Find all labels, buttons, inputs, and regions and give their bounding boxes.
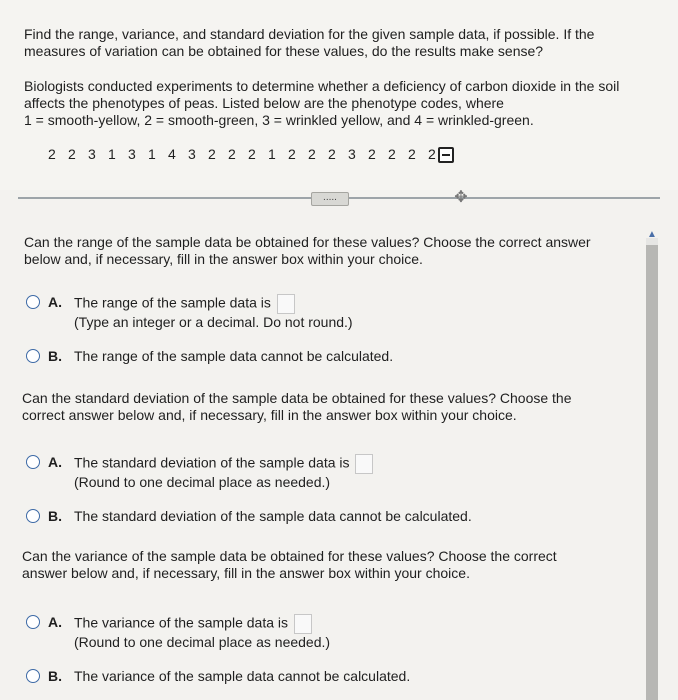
option-letter: B. [48,508,62,524]
code-value: 1 [268,146,276,162]
option-text: The variance of the sample data cannot be calculated. [74,668,411,684]
code-value: 3 [348,146,356,162]
range-option-a[interactable] [26,294,353,331]
option-text: The range of the sample data is [74,294,271,311]
code-value: 2 [388,146,396,162]
radio-button[interactable] [26,509,40,523]
code-value: 3 [128,146,136,162]
variance-question [22,548,557,582]
stdev-answer-box[interactable] [355,454,373,474]
variance-option-a[interactable] [26,614,330,651]
option-text: The standard deviation of the sample data cannot be calculated. [74,508,472,524]
option-body [74,294,353,331]
code-value: 2 [368,146,376,162]
question-line: answer below and, if necessary, fill in the answer box within your choice. [22,565,470,581]
option-text: The range of the sample data cannot be calculated. [74,348,394,364]
option-hint: (Round to one decimal place as needed.) [74,474,331,490]
code-value: 4 [168,146,176,162]
option-letter: A. [48,294,62,310]
question-line: Can the range of the sample data be obtained for these values? Choose the correct answer [24,234,591,250]
stdev-option-a[interactable] [26,454,373,491]
code-value: 2 [228,146,236,162]
range-answer-box[interactable] [277,294,295,314]
question-line: Can the standard deviation of the sample data be obtained for these values? Choose the [22,390,572,406]
problem-header [0,0,678,190]
radio-button[interactable] [26,295,40,309]
range-option-b[interactable] [26,348,393,365]
code-value: 2 [328,146,336,162]
variance-option-b[interactable] [26,668,410,685]
option-text: The variance of the sample data is [74,614,289,631]
code-value: 2 [288,146,296,162]
question-line: below and, if necessary, fill in the answer box within your choice. [24,251,423,267]
code-value: 1 [148,146,156,162]
code-value: 2 [208,146,216,162]
context-line: 1 = smooth-yellow, 2 = smooth-green, 3 = wrinkled yellow, and 4 = wrinkled-green. [24,112,534,128]
question-line: correct answer below and, if necessary, fill in the answer box within your choice. [22,407,517,423]
copy-data-icon[interactable] [438,147,454,163]
option-letter: A. [48,614,62,630]
instructions-line: Find the range, variance, and standard deviation for the given sample data, if possible. If the [24,26,595,42]
stdev-option-b[interactable] [26,508,472,525]
phenotype-codes [48,146,454,162]
instructions [24,26,654,60]
radio-button[interactable] [26,669,40,683]
instructions-line: measures of variation can be obtained for these values, do the results make sense? [24,43,544,59]
code-value: 2 [308,146,316,162]
option-body [74,454,373,491]
expand-more-button[interactable]: ..... [311,192,349,206]
question-line: Can the variance of the sample data be obtained for these values? Choose the correct [22,548,557,564]
code-value: 3 [88,146,96,162]
option-text: The standard deviation of the sample data is [74,454,350,471]
code-value: 2 [408,146,416,162]
code-value: 3 [188,146,196,162]
variance-answer-box[interactable] [294,614,312,634]
scrollbar-thumb[interactable] [646,245,658,700]
range-question [24,234,591,268]
option-letter: B. [48,348,62,364]
code-value: 2 [48,146,56,162]
option-letter: B. [48,668,62,684]
option-letter: A. [48,454,62,470]
option-body [74,614,330,651]
radio-button[interactable] [26,455,40,469]
context-line: Biologists conducted experiments to determine whether a deficiency of carbon dioxide in the soil [24,78,620,94]
option-hint: (Type an integer or a decimal. Do not round.) [74,314,353,330]
code-value: 1 [108,146,116,162]
radio-button[interactable] [26,349,40,363]
stdev-question [22,390,572,424]
code-value: 2 [428,146,436,162]
radio-button[interactable] [26,615,40,629]
code-value: 2 [248,146,256,162]
drag-move-icon[interactable]: ✥ [454,189,468,206]
question-area [0,210,640,700]
scroll-up-icon[interactable]: ▲ [647,229,657,240]
option-hint: (Round to one decimal place as needed.) [74,634,331,650]
code-value: 2 [68,146,76,162]
problem-context [24,78,664,129]
context-line: affects the phenotypes of peas. Listed below are the phenotype codes, where [24,95,504,111]
